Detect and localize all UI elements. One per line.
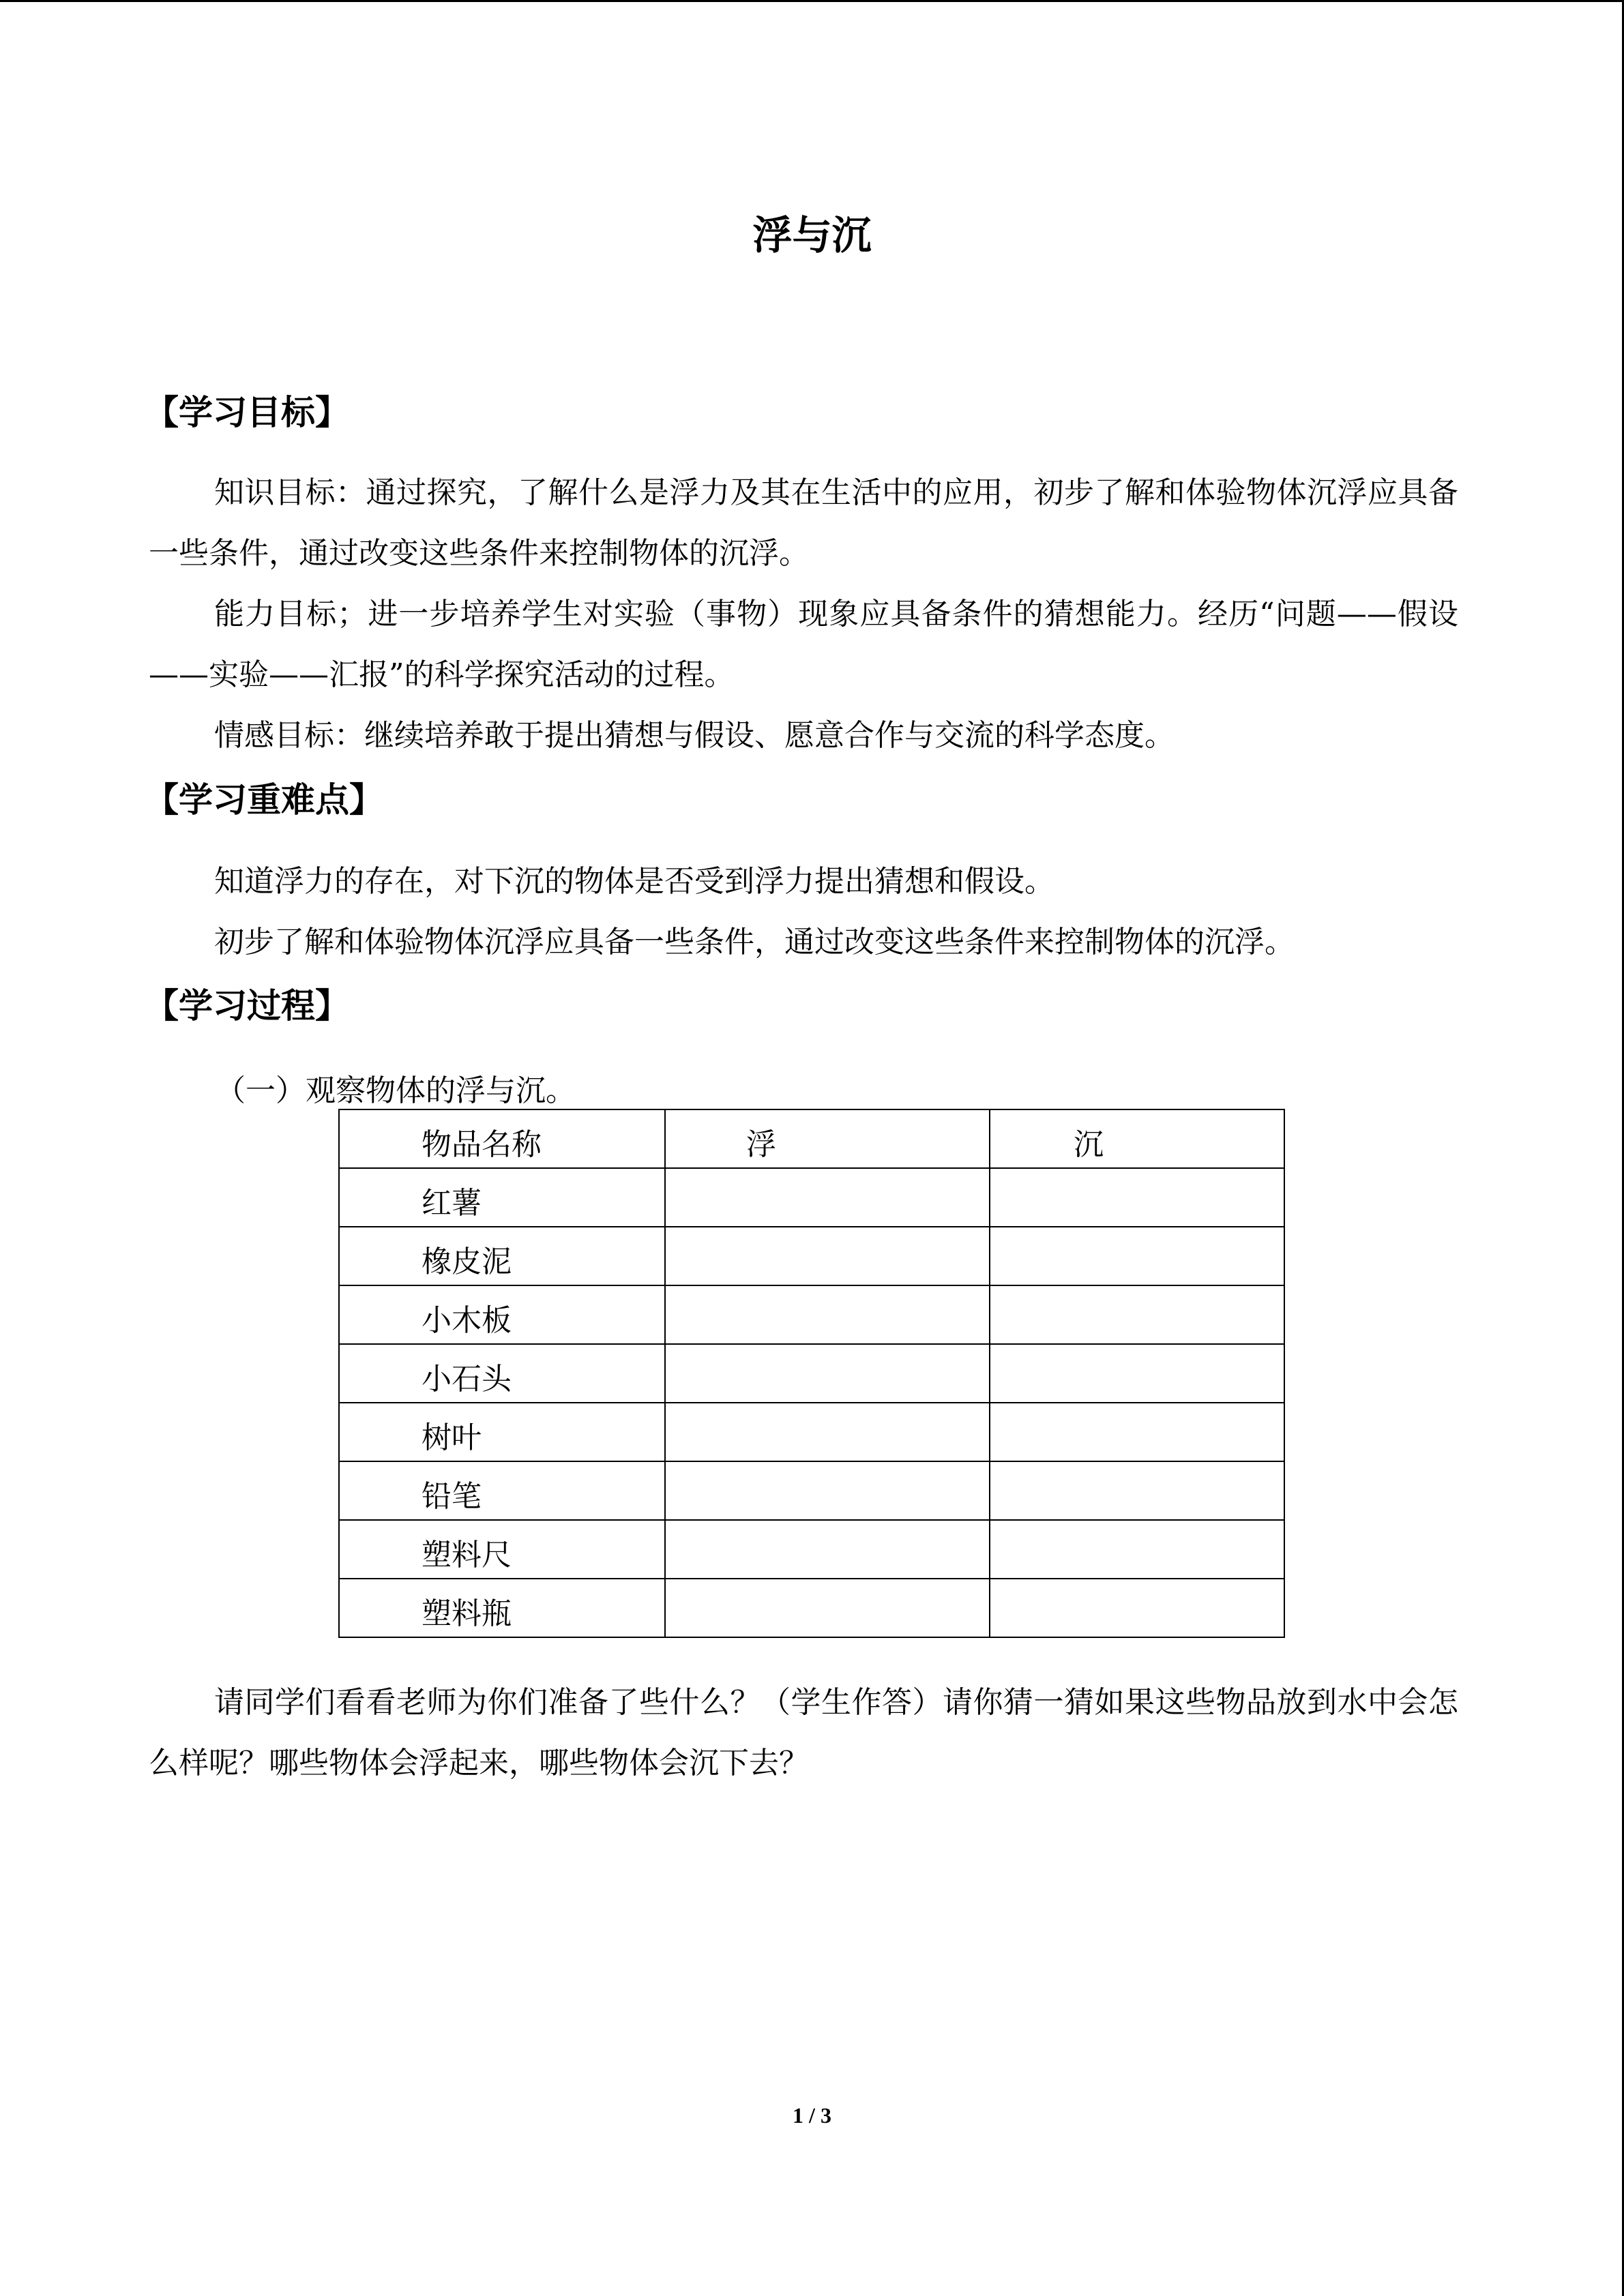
sink-cell [990,1168,1284,1227]
table-header-row [339,1109,1284,1168]
section-heading-process: 【学习过程】 [145,986,349,1026]
float-cell [665,1227,990,1285]
table-row [339,1520,1284,1579]
table-row [339,1227,1284,1285]
item-name-cell: 铅笔 [339,1461,665,1520]
header-cell-float: 浮 [665,1109,990,1168]
process-subheading: （一）观察物体的浮与沉。 [216,1073,576,1108]
sink-cell [990,1579,1284,1637]
float-cell [665,1403,990,1461]
table-row [339,1168,1284,1227]
sink-cell [990,1403,1284,1461]
sink-cell [990,1344,1284,1403]
goal-emotion: 情感目标：继续培养敢于提出猜想与假设、愿意合作与交流的科学态度。 [214,718,1175,753]
sink-cell [990,1461,1284,1520]
item-name-cell: 红薯 [339,1168,665,1227]
goal-ability: 能力目标；进一步培养学生对实验（事物）现象应具备条件的猜想能力。经历“问题——假设——实验——汇报”的科学探究活动的过程。 [149,597,1458,692]
float-cell [665,1344,990,1403]
float-cell [665,1461,990,1520]
item-name-cell: 树叶 [339,1403,665,1461]
process-question: 请同学们看看老师为你们准备了些什么？（学生作答）请你猜一猜如果这些物品放到水中会怎么样呢？哪些物体会浮起来，哪些物体会沉下去？ [149,1685,1458,1780]
page-indicator: 1 / 3 [793,2103,831,2128]
float-cell [665,1579,990,1637]
goal-knowledge: 知识目标：通过探究，了解什么是浮力及其在生活中的应用，初步了解和体验物体沉浮应具备一些条件，通过改变这些条件来控制物体的沉浮。 [149,475,1458,571]
item-name-cell: 小木板 [339,1285,665,1344]
item-name-cell: 塑料尺 [339,1520,665,1579]
table-row [339,1403,1284,1461]
table-row [339,1344,1284,1403]
table-row [339,1579,1284,1637]
goals-body [149,462,1458,766]
item-name-cell: 橡皮泥 [339,1227,665,1285]
keypoint-1: 知道浮力的存在，对下沉的物体是否受到浮力提出猜想和假设。 [214,864,1054,899]
section-heading-goals: 【学习目标】 [145,393,349,432]
float-sink-table [338,1109,1285,1638]
section-heading-keypoints: 【学习重难点】 [145,780,383,820]
float-cell [665,1168,990,1227]
float-cell [665,1285,990,1344]
document-title: 浮与沉 [752,212,872,258]
sink-cell [990,1285,1284,1344]
keypoint-2: 初步了解和体验物体沉浮应具备一些条件，通过改变这些条件来控制物体的沉浮。 [214,925,1295,959]
keypoints-body [149,851,1458,972]
table-row [339,1285,1284,1344]
header-cell-item-name: 物品名称 [339,1109,665,1168]
float-cell [665,1520,990,1579]
item-name-cell: 塑料瓶 [339,1579,665,1637]
item-name-cell: 小石头 [339,1344,665,1403]
process-body [149,1672,1458,1793]
header-cell-sink: 沉 [990,1109,1284,1168]
table-row [339,1461,1284,1520]
sink-cell [990,1520,1284,1579]
sink-cell [990,1227,1284,1285]
